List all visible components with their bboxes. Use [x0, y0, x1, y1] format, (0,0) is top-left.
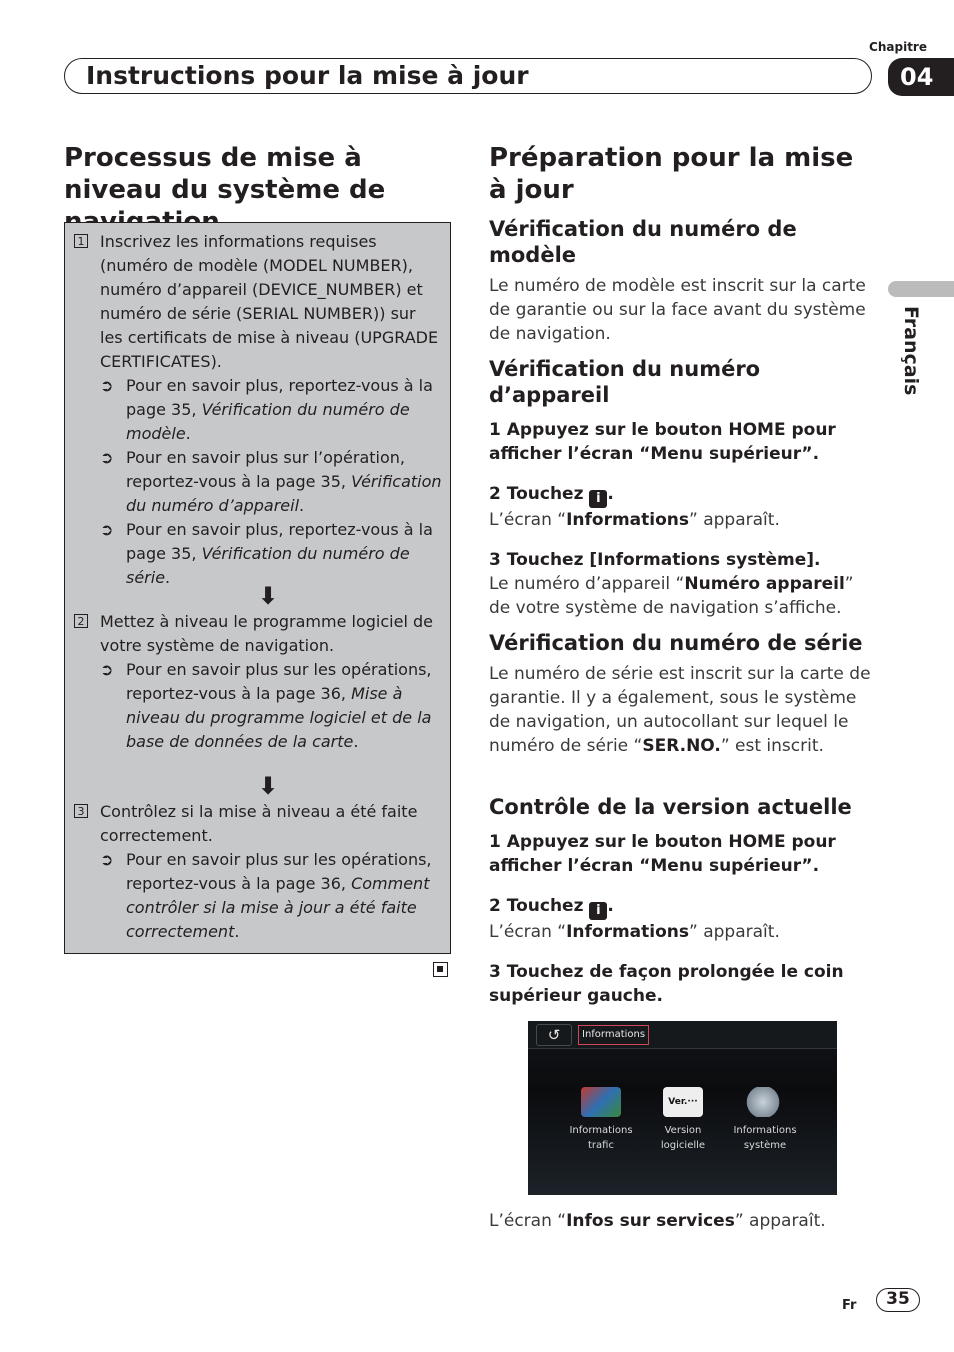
step-text: Inscrivez les informations requises (numéro de modèle (MODEL NUMBER), numéro d’appareil (DEVICE_NUMBER) et numéro de série (SERIAL NUMBER)) sur les certificats de mise à niveau (UPGRADE CERTIFICATES).	[100, 232, 439, 371]
instruction-step: 3 Touchez de façon prolongée le coin supérieur gauche.	[489, 962, 844, 1006]
device-number-section: Vérification du numéro d’appareil 1 Appuyez sur le bouton HOME pour afficher l’écran “Menu supérieur”. 2 Touchez i . L’écran “Informations” apparaît. 3 Touchez [Informations système]. Le numéro d’appareil “Numéro appareil” de votre système de navigation s’affiche.	[489, 356, 879, 620]
arrow-down-icon: ⬇	[258, 582, 279, 610]
menu-traffic-info[interactable]: Informations trafic	[561, 1087, 641, 1153]
bullet-arrow-icon: ➲	[100, 520, 114, 539]
right-section-title: Préparation pour la mise à jour	[489, 143, 854, 205]
language-label: Français	[900, 306, 922, 396]
page-header-title: Instructions pour la mise à jour	[86, 61, 529, 90]
process-step-3	[74, 800, 442, 944]
menu-system-info[interactable]: Informations système	[725, 1087, 805, 1153]
step-text: Mettez à niveau le programme logiciel de votre système de navigation.	[100, 612, 433, 655]
version-icon: Ver.···	[663, 1087, 703, 1117]
info-icon: i	[589, 490, 607, 508]
instruction-step: 2 Touchez i .	[489, 896, 614, 918]
page-number: 35	[876, 1288, 920, 1312]
gear-icon	[745, 1087, 785, 1117]
step-bullet: ➲ Pour en savoir plus, reportez-vous à la page 35, Vérification du numéro de série.	[100, 520, 433, 587]
step-bullet: ➲ Pour en savoir plus sur l’opération, reportez-vous à la page 35, Vérification du numéro d’appareil.	[100, 448, 442, 515]
bullet-arrow-icon: ➲	[100, 448, 114, 467]
chapter-label: Chapitre	[869, 40, 927, 54]
instruction-step: 1 Appuyez sur le bouton HOME pour afficher l’écran “Menu supérieur”.	[489, 832, 836, 876]
step-result: Le numéro d’appareil “Numéro appareil” de votre système de navigation s’affiche.	[489, 574, 854, 618]
step-result: L’écran “Informations” apparaît.	[489, 510, 780, 530]
screen-title-bar	[528, 1021, 837, 1049]
left-section-title: Processus de mise à niveau du système de	[64, 143, 386, 205]
step-text: Contrôlez si la mise à niveau a été faite correctement.	[100, 802, 418, 845]
step-bullet: ➲ Pour en savoir plus sur les opérations, reportez-vous à la page 36, Mise à niveau du programme logiciel et de la base de données de la carte.	[100, 660, 432, 751]
final-result: L’écran “Infos sur services” apparaît.	[489, 1211, 826, 1231]
step-bullet: ➲ Pour en savoir plus, reportez-vous à la page 35, Vérification du numéro de modèle.	[100, 376, 433, 443]
info-icon: i	[589, 902, 607, 920]
language-tab	[888, 281, 954, 297]
section-end-icon	[433, 962, 448, 977]
bullet-arrow-icon: ➲	[100, 376, 114, 395]
language-code: Fr	[842, 1298, 857, 1313]
instruction-step: 1 Appuyez sur le bouton HOME pour afficher l’écran “Menu supérieur”.	[489, 420, 836, 464]
step-bullet: ➲ Pour en savoir plus sur les opérations, reportez-vous à la page 36, Comment contrôler si la mise à jour a été faite correctement.	[100, 850, 432, 941]
step-result: L’écran “Informations” apparaît.	[489, 922, 780, 942]
process-step-2	[74, 610, 442, 754]
device-screenshot	[528, 1021, 837, 1195]
step-number: 1	[74, 234, 88, 248]
process-step-1	[74, 230, 442, 590]
arrow-down-icon: ⬇	[258, 772, 279, 800]
menu-software-version[interactable]: Ver.··· Version logicielle	[643, 1087, 723, 1153]
bullet-arrow-icon: ➲	[100, 850, 114, 869]
model-number-section: Vérification du numéro de modèle Le numéro de modèle est inscrit sur la carte de garantie ou sur la face avant du système de navigation.	[489, 217, 866, 344]
back-icon[interactable]: ↺	[536, 1024, 572, 1046]
current-version-section: Contrôle de la version actuelle 1 Appuyez sur le bouton HOME pour afficher l’écran “Menu supérieur”. 2 Touchez i . L’écran “Informations” apparaît. 3 Touchez de façon prolongée le coin supérieur gauche.	[489, 794, 879, 1008]
traffic-info-icon	[581, 1087, 621, 1117]
instruction-step: 2 Touchez i .	[489, 484, 614, 506]
instruction-step: 3 Touchez [Informations système].	[489, 550, 821, 570]
bullet-arrow-icon: ➲	[100, 660, 114, 679]
step-number: 3	[74, 804, 88, 818]
chapter-number: 04	[888, 58, 954, 96]
screen-title[interactable]: Informations	[578, 1025, 649, 1045]
serial-number-section: Vérification du numéro de série Le numéro de série est inscrit sur la carte de garantie. Il y a également, sous le système de navigation, un autocollant sur lequel le numéro de série “SER.NO.” est inscrit.	[489, 631, 871, 756]
step-number: 2	[74, 614, 88, 628]
